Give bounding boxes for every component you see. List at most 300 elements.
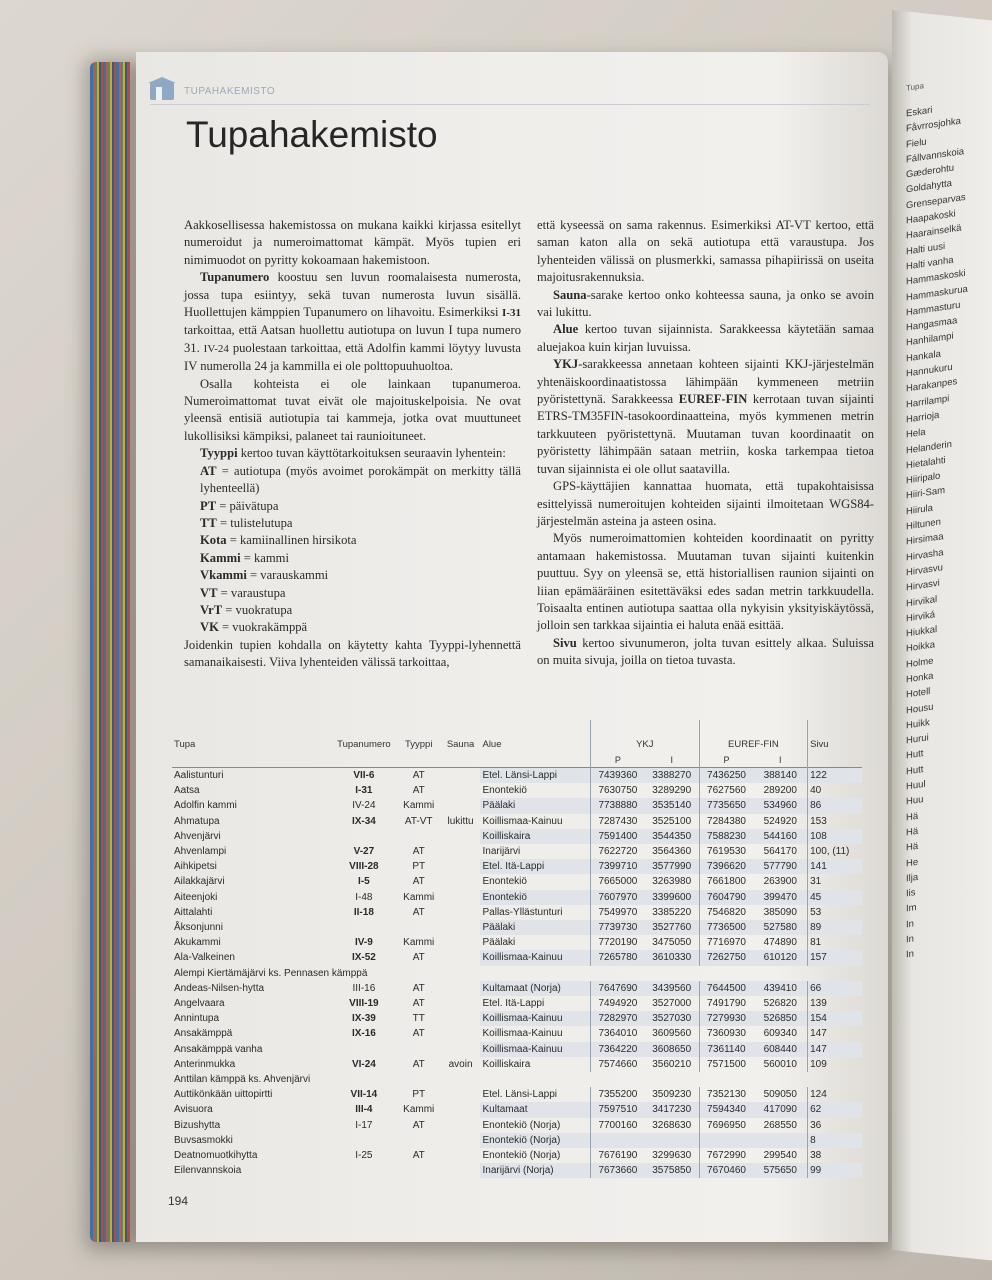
cell-tupa: Aatsa — [174, 785, 200, 797]
cell-tupa: Ahmatupa — [174, 815, 220, 827]
facing-page-item: Hammaskoski — [906, 268, 966, 288]
cell-tupanumero: I-48 — [355, 891, 373, 903]
cell-ykj-p: 7622720 — [591, 844, 645, 859]
facing-page-item: Hammaskurua — [906, 283, 968, 304]
paragraph: GPS-käyttäjien kannattaa huomata, että tupakohtaisissa esittelyissä numeroitujen kohteiden sijainti ilmoitetaan WGS84-järjestelmän asteina ja asteen osina. — [537, 479, 874, 528]
text: kertoo tuvan käyttötarkoituksen seuraavin lyhentein: — [237, 446, 506, 461]
col-header-alue: Alue — [482, 739, 502, 750]
table-row — [172, 1087, 862, 1102]
cell-sauna — [441, 783, 481, 798]
abbreviation-item — [200, 550, 521, 567]
cell-tupanumero: I-5 — [358, 876, 370, 888]
table-row — [172, 1148, 862, 1163]
cell-ykj-i: 3299630 — [652, 1150, 692, 1162]
cell-tupanumero: IX-16 — [351, 1028, 376, 1040]
cell-ykj-i: 3610330 — [645, 950, 699, 965]
cell-tyyppi: AT — [412, 998, 425, 1010]
cell-euref-i: 609340 — [763, 1028, 797, 1040]
abbreviation-key: PT — [200, 498, 217, 513]
facing-page-item: Hä — [906, 810, 919, 824]
cell-tupa: Avisuora — [174, 1104, 213, 1116]
cell-alue: Koillismaa-Kainuu — [482, 1028, 563, 1040]
cell-tyyppi: Kammi — [403, 937, 435, 949]
cell-ykj-p: 7739730 — [591, 920, 645, 935]
abbreviation-key: VK — [200, 620, 219, 635]
cell-sauna — [441, 1102, 481, 1117]
cell-ykj-i: 3525100 — [652, 815, 692, 827]
cell-sauna — [441, 1011, 481, 1026]
cell-tupa: Auttikönkään uittopirtti — [174, 1089, 273, 1101]
facing-page-list — [906, 98, 968, 964]
facing-page-item: Fállvannskoia — [906, 145, 965, 166]
cell-tupanumero: III-4 — [355, 1104, 373, 1116]
cell-tyyppi — [397, 1133, 441, 1148]
cell-alue: Päälaki — [480, 920, 590, 935]
abbreviation-key: Vkammi — [200, 568, 247, 583]
body-text — [184, 217, 874, 672]
cell-tupa: Ansakämppä — [174, 1028, 233, 1040]
cell-tupanumero: I-25 — [355, 1150, 373, 1162]
cell-alue: Koillismaa-Kainuu — [480, 1011, 590, 1026]
col-header-ykj: YKJ — [591, 720, 700, 753]
cell-tupa: Annintupa — [174, 1013, 220, 1025]
cell-ykj-p: 7265780 — [591, 950, 645, 965]
cell-tyyppi: AT — [412, 1119, 425, 1131]
cell-ykj-p: 7647690 — [591, 981, 645, 996]
cell-alue: Inarijärvi (Norja) — [480, 1163, 590, 1178]
cell-sivu: 100, (11) — [808, 844, 862, 859]
text: puolestaan tarkoittaa, että Adolfin kammi löytyy luvusta IV numerolla 24 ja kammilla ei ole polttopuuhuoltoa. — [184, 340, 522, 374]
cell-sivu: 139 — [808, 996, 862, 1011]
cell-sivu: 38 — [808, 1148, 862, 1163]
cell-euref-i: 299540 — [763, 1150, 797, 1162]
cell-euref-i: 439410 — [753, 981, 807, 996]
facing-page-item: Hä — [906, 825, 919, 839]
abbreviation-meaning: = vuokratupa — [222, 602, 293, 617]
facing-page-item: Hoikka — [906, 639, 936, 655]
term: Tyyppi — [200, 446, 238, 461]
facing-page-item: Hirvasvu — [906, 562, 943, 579]
cell-alue: Enontekiö — [482, 785, 527, 797]
cell-sivu: 89 — [808, 920, 862, 935]
cell-euref-i: 526820 — [763, 998, 797, 1010]
facing-page-item: Hela — [906, 426, 926, 441]
abbreviation-meaning: = vuokrakämppä — [218, 620, 308, 635]
cell-ykj-i: 3289290 — [652, 785, 692, 797]
cell-ykj-p — [591, 1133, 645, 1148]
cell-ykj-p: 7549970 — [591, 905, 645, 920]
table-row — [172, 905, 862, 920]
facing-page-item: Hanhilampi — [906, 331, 954, 349]
cell-tyyppi: AT — [412, 982, 425, 994]
table-row — [172, 1102, 862, 1117]
facing-page-item: Huikk — [906, 716, 930, 732]
cell-euref-p: 7696950 — [699, 1118, 753, 1133]
term: Alue — [553, 322, 579, 337]
text: kertoo tuvan sijainnista. Sarakkeessa käytetään samaa aluejakoa kuin kirjan luvuissa. — [537, 322, 874, 354]
cell-tupa: Eilenvannskoia — [174, 1165, 242, 1177]
cell-tupanumero — [331, 1133, 397, 1148]
facing-page-item: In — [906, 948, 914, 961]
cell-sivu: 122 — [808, 768, 862, 784]
cell-euref-p: 7716970 — [699, 935, 753, 950]
cell-ykj-p: 7676190 — [591, 1148, 645, 1163]
cell-tupa: Ahvenlampi — [174, 846, 227, 858]
cell-tyyppi: Kammi — [403, 891, 435, 903]
abbreviation-key: VT — [200, 585, 218, 600]
cell-alue: Etel. Länsi-Lappi — [480, 768, 590, 784]
facing-page-item: Fielu — [906, 136, 927, 151]
abbreviation-item — [200, 585, 521, 602]
facing-page-item: Im — [906, 902, 917, 915]
cell-ykj-i: 3535140 — [645, 798, 699, 813]
paragraph — [184, 445, 521, 462]
paragraph — [537, 321, 874, 356]
cell-sauna — [441, 981, 481, 996]
cell-sivu: 66 — [808, 981, 862, 996]
facing-page-item: Huul — [906, 778, 926, 793]
cell-ykj-p: 7597510 — [591, 1102, 645, 1117]
cell-sivu: 108 — [808, 829, 862, 844]
term: Tupanumero — [200, 270, 270, 285]
cell-alue: Pallas-Yllästunturi — [482, 906, 563, 918]
cell-tyyppi: AT-VT — [404, 815, 433, 827]
table-row — [172, 874, 862, 889]
cell-tyyppi — [397, 1163, 441, 1178]
table-row — [172, 920, 862, 935]
cell-euref-p: 7735650 — [699, 798, 753, 813]
text: -sarake kertoo onko kohteessa sauna, ja onko se avoin vai lukittu. — [537, 287, 874, 320]
facing-page-item: Housu — [906, 701, 934, 717]
cell-tupa: Buvsasmokki — [174, 1134, 233, 1146]
paragraph: Osalla kohteista ei ole lainkaan tupanumeroa. Numeroimattomat tuvat eivät ole majoituskelpoisia. Ne ovat yleensä entisiä autiotupia tai kammeja, jotka ovat muuttuneet lukollisiksi kämpiksi, palaneet tai raunioituneet. — [184, 376, 521, 443]
cell-tupa: Angelvaara — [174, 998, 225, 1010]
cell-tupanumero — [331, 920, 397, 935]
cell-sauna — [441, 844, 481, 859]
cell-sivu: 40 — [808, 783, 862, 798]
table-row — [172, 981, 862, 996]
facing-page-item: Gæderohtu — [906, 162, 955, 181]
cell-ykj-p: 7665000 — [591, 874, 645, 889]
facing-page-item: Hirsimaa — [906, 531, 944, 548]
cell-ykj-p: 7355200 — [591, 1087, 645, 1102]
cell-alue: Enontekiö (Norja) — [480, 1133, 590, 1148]
facing-page-item: Harakanpes — [906, 376, 958, 395]
facing-page-item: Hannukuru — [906, 361, 953, 380]
cell-ykj-p: 7364010 — [591, 1026, 645, 1041]
cell-tyyppi: AT — [412, 876, 425, 888]
cell-euref-p: 7736500 — [699, 920, 753, 935]
cell-euref-i: 399470 — [753, 890, 807, 905]
cell-sauna — [441, 950, 481, 965]
col-header-euref-i: I — [779, 755, 782, 765]
cell-tyyppi: AT — [397, 768, 441, 784]
cell-tupanumero: IX-34 — [351, 815, 376, 827]
facing-page-item: Helanderin — [906, 438, 952, 457]
facing-page-item: Hiiri-Sam — [906, 485, 946, 502]
cell-ykj-i: 3527030 — [645, 1011, 699, 1026]
cell-euref-i: 610120 — [753, 950, 807, 965]
cell-euref-p: 7491790 — [699, 996, 753, 1011]
abbreviation-item — [200, 463, 521, 498]
cell-euref-p: 7360930 — [699, 1026, 753, 1041]
table-row — [172, 783, 862, 798]
abbreviation-key: Kammi — [200, 550, 241, 565]
cell-ykj-p: 7282970 — [591, 1011, 645, 1026]
term: YKJ — [553, 357, 579, 372]
facing-page-item: Haapakoski — [906, 208, 956, 227]
cell-sivu: 86 — [808, 798, 862, 813]
cell-euref-i: 575650 — [753, 1163, 807, 1178]
cell-tupa: Ala-Valkeinen — [174, 952, 235, 964]
cell-tupanumero — [331, 1042, 397, 1057]
cell-euref-p — [699, 1133, 753, 1148]
facing-page-item: Harrioja — [906, 409, 940, 426]
cell-sivu: 154 — [808, 1011, 862, 1026]
facing-page-item: Harrilampi — [906, 392, 950, 411]
cell-ykj-i: 3609560 — [652, 1028, 692, 1040]
cell-ykj-p: 7700160 — [591, 1118, 645, 1133]
cell-alue: Koillismaa-Kainuu — [480, 1042, 590, 1057]
cell-ykj-p: 7738880 — [591, 798, 645, 813]
cell-tupa: Bizushytta — [174, 1119, 221, 1131]
cell-euref-i: 526850 — [753, 1011, 807, 1026]
cell-ykj-p: 7494920 — [591, 996, 645, 1011]
cell-sivu: 81 — [808, 935, 862, 950]
cell-euref-i — [753, 1133, 807, 1148]
paragraph: Joidenkin tupien kohdalla on käytetty kahta Tyyppi-lyhennettä samanaikaisesti. Viiva lyhenteiden välissä tarkoittaa, — [184, 637, 521, 670]
cell-ykj-i: 3399600 — [645, 890, 699, 905]
header-rule — [150, 104, 870, 105]
abbreviation-item — [200, 515, 521, 532]
cell-sauna: lukittu — [447, 815, 474, 827]
cell-tupanumero: VIII-28 — [349, 861, 379, 873]
running-header-text: TUPAHAKEMISTO — [184, 85, 276, 97]
cell-alue: Etel. Itä-Lappi — [480, 859, 590, 874]
abbreviation-meaning: = varauskammi — [246, 568, 329, 583]
abbreviation-key: AT — [200, 463, 217, 478]
cell-sivu: 45 — [808, 890, 862, 905]
paragraph: Myös numeroimattomien kohteiden koordinaatit on pyritty antamaan hakemistossa. Muutaman tuvan sijainti kuitenkin puuttuu. Syy on yleensä se, että historiallisen raunion sijainti on liian epämääräinen esitettäväksi edes sadan metrin tarkkuudella. Toisaalta entinen autiotupa saattaa olla nykyisin yksityiskäytössä, jolloin sen tarkkaa sijaintia ei haluta enää esittää. — [537, 531, 874, 633]
facing-page-item: Hirvasha — [906, 546, 944, 564]
cell-tyyppi: AT — [412, 906, 425, 918]
cell-sauna — [441, 829, 481, 844]
table-row — [172, 1133, 862, 1148]
cell-ykj-i: 3509230 — [652, 1089, 692, 1101]
text: tarkoittaa, että Aatsan huollettu autiotupa on luvun I tupa numero 31. — [184, 323, 521, 355]
table-row — [172, 829, 862, 844]
cell-euref-i: 388140 — [753, 768, 807, 784]
text-column-left — [184, 217, 521, 672]
cell-tyyppi: AT — [412, 1058, 425, 1070]
cell-euref-i: 524920 — [763, 815, 797, 827]
table-row — [172, 1011, 862, 1026]
facing-page-item: Hutt — [906, 748, 924, 762]
abbreviation-item — [200, 619, 521, 636]
cell-tupa: Deatnomuotkihytta — [174, 1150, 258, 1162]
cell-sivu: 124 — [808, 1087, 862, 1102]
facing-page-item: Halti uusi — [906, 240, 946, 258]
cell-ykj-p: 7399710 — [591, 859, 645, 874]
facing-page-item: Iis — [906, 887, 916, 900]
facing-page-item: Goldahytta — [906, 178, 952, 196]
cell-ykj-i: 3544350 — [645, 829, 699, 844]
facing-page-item: Hurui — [906, 732, 929, 747]
cell-ykj-i: 3564360 — [652, 846, 692, 858]
cell-euref-i: 417090 — [753, 1102, 807, 1117]
cell-tyyppi: AT — [412, 846, 425, 858]
cell-sauna — [441, 768, 481, 784]
cell-tupa: Ansakämppä vanha — [174, 1043, 263, 1055]
cell-sivu: 157 — [808, 950, 862, 965]
abbreviation-item — [200, 602, 521, 619]
cell-alue: Päälaki — [482, 937, 516, 949]
cell-tupa: Adolfin kammi — [174, 800, 237, 812]
cell-tupanumero: III-16 — [352, 982, 376, 994]
facing-page-header: Tupa — [906, 81, 924, 93]
abbreviation-key: TT — [200, 515, 217, 530]
cell-ykj-i: 3527760 — [645, 920, 699, 935]
facing-page-item: Honka — [906, 670, 934, 686]
cell-ykj-p: 7720190 — [591, 935, 645, 950]
cell-tupa: Anterinmukka — [174, 1058, 236, 1070]
facing-page-item: Eskari — [906, 104, 933, 120]
cell-euref-i: 577790 — [753, 859, 807, 874]
cell-euref-p: 7571500 — [699, 1057, 753, 1072]
cell-sivu: 147 — [808, 1042, 862, 1057]
cell-euref-p: 7436250 — [699, 768, 753, 784]
cell-ykj-p: 7673660 — [591, 1163, 645, 1178]
abbreviation-meaning: = päivätupa — [216, 498, 279, 513]
table-row — [172, 950, 862, 965]
cell-euref-p: 7546820 — [699, 905, 753, 920]
cell-ykj-i: 3577990 — [645, 859, 699, 874]
table-body — [172, 768, 862, 1179]
table-row — [172, 966, 862, 981]
cell-sauna — [441, 920, 481, 935]
facing-page-item: He — [906, 856, 919, 870]
cell-tupanumero — [331, 1163, 397, 1178]
table-row — [172, 935, 862, 950]
col-header-sauna: Sauna — [446, 739, 475, 750]
facing-page-item: Hutt — [906, 763, 924, 778]
cell-sauna — [441, 1133, 481, 1148]
cell-tupanumero: I-31 — [355, 785, 373, 797]
cell-sauna — [441, 1163, 481, 1178]
table-row — [172, 1042, 862, 1057]
running-header — [150, 82, 275, 100]
cell-euref-i: 509050 — [763, 1089, 797, 1101]
abbreviation-meaning: = kammi — [240, 550, 289, 565]
facing-page-item: Hangasmaa — [906, 315, 958, 334]
facing-page-item: Hirvasvi — [906, 577, 940, 594]
cell-euref-p: 7262750 — [699, 950, 753, 965]
cell-euref-p: 7672990 — [699, 1148, 753, 1163]
cell-ykj-p: 7364220 — [591, 1042, 645, 1057]
table-row — [172, 1057, 862, 1072]
cell-tupa-crossref: Anttilan kämppä ks. Ahvenjärvi — [174, 1074, 311, 1086]
cell-tupanumero: IX-52 — [351, 952, 376, 964]
facing-page-item: Hiukkal — [906, 624, 938, 640]
hut-index-table — [172, 720, 872, 1178]
cell-euref-i: 544160 — [753, 829, 807, 844]
facing-page-item: Hä — [906, 840, 919, 854]
paragraph — [537, 635, 874, 670]
cell-tupa: Ahvenjärvi — [174, 830, 221, 842]
cell-ykj-p: 7287430 — [591, 814, 645, 829]
cell-tupa: Ailakkajärvi — [174, 876, 225, 888]
cell-ykj-i: 3439560 — [645, 981, 699, 996]
col-header-euref: EUREF-FIN — [699, 720, 808, 753]
abbreviation-item — [200, 567, 521, 584]
book-page-edges — [90, 62, 130, 1242]
cell-tyyppi — [397, 1042, 441, 1057]
term: Sivu — [553, 635, 577, 650]
col-header-ykj-p: P — [591, 753, 645, 768]
cell-sauna — [441, 1042, 481, 1057]
text: koostuu sen luvun roomalaisesta numerosta, jossa tupa esiintyy, sekä tuvan numerosta luvun sisällä. Huollettujen kämppien Tupanumero on lihavoitu. Esimerkiksi — [184, 270, 521, 320]
term: Sauna — [553, 287, 587, 302]
facing-page-item: Hiirula — [906, 502, 933, 518]
page-number: 194 — [168, 1194, 189, 1208]
cell-euref-i: 385090 — [763, 906, 797, 918]
cell-tupa: Aalistunturi — [172, 768, 331, 784]
cell-ykj-i: 3263980 — [652, 876, 692, 888]
cell-ykj-i: 3385220 — [652, 906, 692, 918]
facing-page-item: Hotell — [906, 686, 931, 701]
cell-tyyppi — [397, 829, 441, 844]
cell-ykj-i: 3608650 — [645, 1042, 699, 1057]
cell-tupanumero: I-17 — [355, 1119, 373, 1131]
cell-tupanumero: II-18 — [353, 906, 374, 918]
cell-tupanumero: IX-39 — [351, 1013, 376, 1025]
cell-euref-p: 7661800 — [699, 874, 753, 889]
cell-euref-p: 7670460 — [699, 1163, 753, 1178]
cell-ykj-p: 7574660 — [591, 1057, 645, 1072]
cell-sivu: 31 — [808, 874, 862, 889]
cell-euref-p: 7279930 — [699, 1011, 753, 1026]
cell-sivu: 36 — [808, 1118, 862, 1133]
cell-euref-p: 7284380 — [699, 814, 753, 829]
cell-tyyppi: AT — [412, 1028, 425, 1040]
cell-tupanumero: IV-9 — [354, 937, 373, 949]
cell-alue: Enontekiö (Norja) — [482, 1150, 561, 1162]
paragraph: Aakkosellisessa hakemistossa on mukana kaikki kirjassa esitellyt numeroidut ja numeroimattomat kämpät. Myös tupien eri nimimuodot on pyritty kokoamaan hakemistoon. — [184, 218, 521, 267]
cell-alue: Enontekiö — [480, 890, 590, 905]
cell-euref-i: 608440 — [753, 1042, 807, 1057]
cell-sivu: 99 — [808, 1163, 862, 1178]
cell-ykj-i: 3268630 — [652, 1119, 692, 1131]
cell-ykj-i: 3388270 — [645, 768, 699, 784]
cell-sauna: avoin — [448, 1058, 473, 1070]
cell-sivu: 8 — [808, 1133, 862, 1148]
cell-tupanumero: VIII-19 — [349, 998, 379, 1010]
col-header-tupa: Tupa — [174, 739, 196, 750]
cell-tupanumero: VII-6 — [331, 768, 397, 784]
book-page — [136, 52, 888, 1242]
cell-ykj-i: 3527000 — [652, 998, 692, 1010]
abbreviation-meaning: = varaustupa — [217, 585, 286, 600]
table-row — [172, 814, 862, 829]
col-header-sivu: Sivu — [808, 720, 862, 753]
facing-page-item: Hiltunen — [906, 516, 941, 533]
cell-euref-p: 7627560 — [699, 783, 753, 798]
col-header-euref-p: P — [699, 753, 753, 768]
cell-sauna — [441, 1148, 481, 1163]
cell-sauna — [441, 905, 481, 920]
abbreviation-item — [200, 532, 521, 549]
table-row — [172, 844, 862, 859]
